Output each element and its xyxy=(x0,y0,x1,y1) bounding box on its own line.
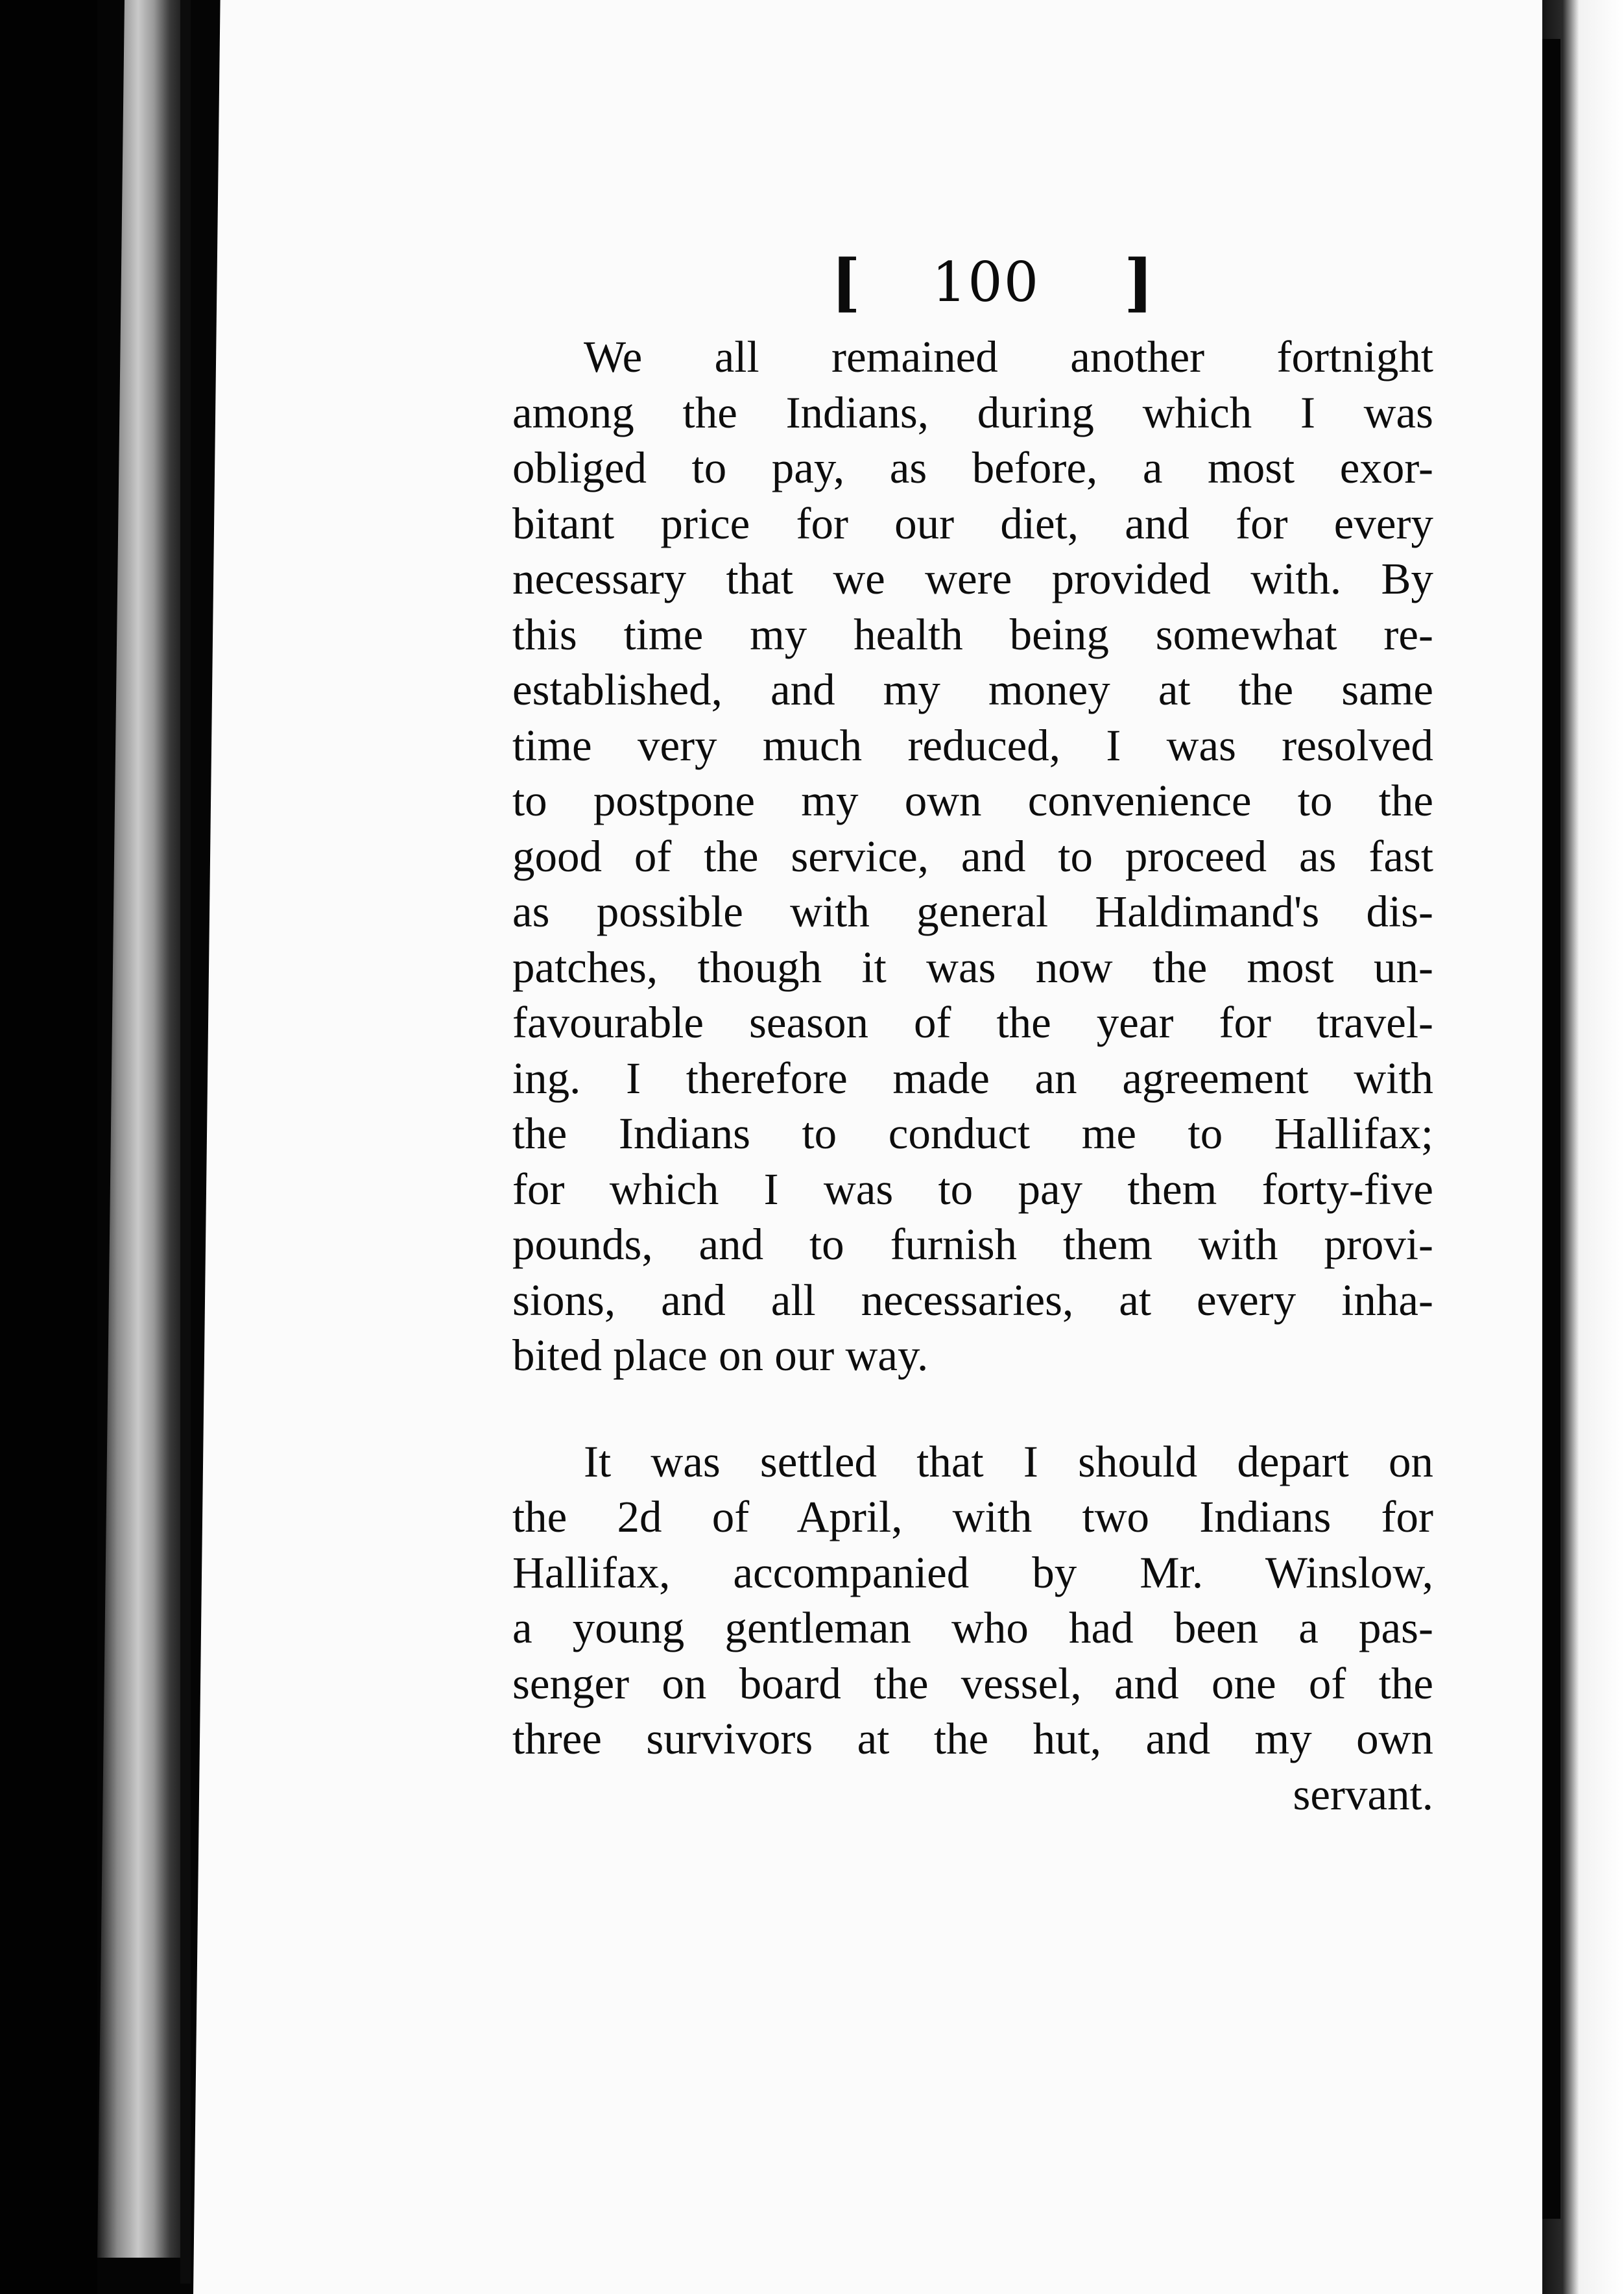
text-line: established, and my money at the same xyxy=(512,665,1433,714)
text-line: favourable season of the year for travel- xyxy=(512,998,1433,1047)
text-line: the Indians to conduct me to Hallifax; xyxy=(512,1109,1433,1158)
page-number: 100 xyxy=(931,250,1040,314)
text-line: necessary that we were provided with. By xyxy=(512,554,1433,603)
text-line: three survivors at the hut, and my own xyxy=(512,1714,1433,1763)
body-text xyxy=(512,330,1433,1822)
text-line: good of the service, and to proceed as fast xyxy=(512,831,1433,881)
page-header xyxy=(824,247,1161,318)
paragraph-gap xyxy=(512,1384,1433,1434)
text-line: bitant price for our diet, and for every xyxy=(512,498,1433,548)
text-line: this time my health being somewhat re- xyxy=(512,609,1433,659)
open-bracket: [ xyxy=(831,245,861,319)
text-line: ing. I therefore made an agreement with xyxy=(512,1053,1433,1103)
text-line: as possible with general Haldimand's dis- xyxy=(512,887,1433,936)
text-line: the 2d of April, with two Indians for xyxy=(512,1492,1433,1541)
text-line: We all remained another fortnight xyxy=(584,332,1433,381)
text-line: to postpone my own convenience to the xyxy=(512,776,1433,825)
text-line: among the Indians, during which I was xyxy=(512,387,1433,437)
text-line: sions, and all necessaries, at every inha- xyxy=(512,1275,1433,1325)
binding-shadow xyxy=(0,0,97,2294)
text-line: for which I was to pay them forty-five xyxy=(512,1164,1433,1214)
text-line: obliged to pay, as before, a most exor- xyxy=(512,443,1433,492)
right-page-gutter xyxy=(1542,39,1560,2219)
text-line: pounds, and to furnish them with provi- xyxy=(512,1220,1433,1269)
left-page-edge xyxy=(97,0,188,2258)
text-line: bited place on our way. xyxy=(512,1331,929,1380)
text-line: Hallifax, accompanied by Mr. Winslow, xyxy=(512,1547,1433,1597)
paragraph-2 xyxy=(512,1434,1433,1823)
paragraph-1 xyxy=(512,330,1433,1384)
text-line: It was settled that I should depart on xyxy=(584,1436,1433,1486)
text-line: time very much reduced, I was resolved xyxy=(512,720,1433,770)
close-bracket: ] xyxy=(1124,245,1154,319)
text-line: senger on board the vessel, and one of the xyxy=(512,1658,1433,1708)
text-line: a young gentleman who had been a pas- xyxy=(512,1603,1433,1652)
left-page-gutter xyxy=(180,0,191,2284)
text-line: patches, though it was now the most un- xyxy=(512,942,1433,992)
text-line: servant. xyxy=(1293,1769,1433,1819)
